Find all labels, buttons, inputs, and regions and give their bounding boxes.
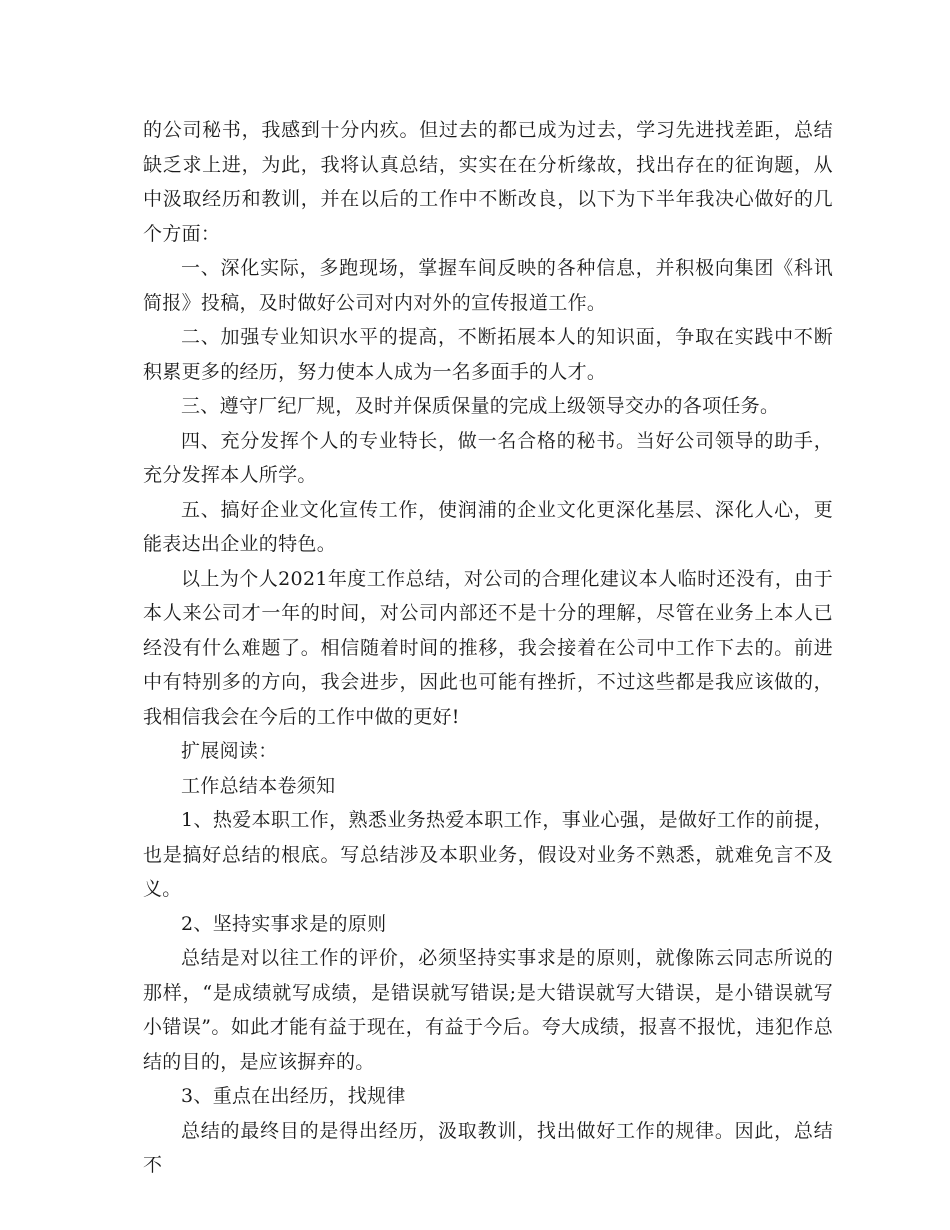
paragraph-5: 四、充分发挥个人的专业特长，做一名合格的秘书。当好公司领导的助手，充分发挥本人所学。 <box>143 429 833 486</box>
paragraph-2: 一、深化实际，多跑现场，掌握车间反映的各种信息，并积极向集团《科讯简报》投稿，及时做好公司对内对外的宣传报道工作。 <box>143 257 833 314</box>
paragraph-1: 的公司秘书，我感到十分内疚。但过去的都已成为过去，学习先进找差距，总结缺乏求上进，为此，我将认真总结，实实在在分析缘故，找出存在的征询题，从中汲取经历和教训，并在以后的工作中不断改良，以下为下半年我决心做好的几个方面： <box>143 119 833 245</box>
paragraph-3: 二、加强专业知识水平的提高，不断拓展本人的知识面，争取在实践中不断积累更多的经历，努力使本人成为一名多面手的人才。 <box>143 326 833 383</box>
subheading-3: 3、重点在出经历，找规律 <box>181 1085 406 1107</box>
paragraph-9: 总结是对以往工作的评价，必须坚持实事求是的原则，就像陈云同志所说的那样，“是成绩就写成绩，是错误就写错误;是大错误就写大错误，是小错误就写小错误”。如此才能有益于现在，有益于今后。夸大成绩，报喜不报忧，违犯作总结的目的，是应该摒弃的。 <box>143 947 833 1073</box>
paragraph-6: 五、搞好企业文化宣传工作，使润浦的企业文化更深化基层、深化人心，更能表达出企业的特色。 <box>143 498 833 555</box>
subheading-2: 2、坚持实事求是的原则 <box>181 912 387 935</box>
section-heading-extended-reading: 扩展阅读： <box>181 740 278 762</box>
section-heading-notes: 工作总结本卷须知 <box>181 774 336 797</box>
paragraph-4: 三、遵守厂纪厂规，及时并保质保量的完成上级领导交办的各项任务。 <box>181 395 780 417</box>
paragraph-7: 以上为个人2021年度工作总结，对公司的合理化建议本人临时还没有，由于本人来公司才一年的时间，对公司内部还不是十分的理解，尽管在业务上本人已经没有什么难题了。相信随着时间的推移，我会接着在公司中工作下去的。前进中有特别多的方向，我会进步，因此也可能有挫折，不过这些都是我应该做的，我相信我会在今后的工作中做的更好! <box>143 567 833 728</box>
document-body <box>143 113 833 1183</box>
paragraph-8: 1、热爱本职工作，熟悉业务热爱本职工作，事业心强，是做好工作的前提，也是搞好总结的根底。写总结涉及本职业务，假设对业务不熟悉，就难免言不及义。 <box>143 809 833 900</box>
paragraph-10: 总结的最终目的是得出经历，汲取教训，找出做好工作的规律。因此，总结不 <box>143 1119 833 1176</box>
